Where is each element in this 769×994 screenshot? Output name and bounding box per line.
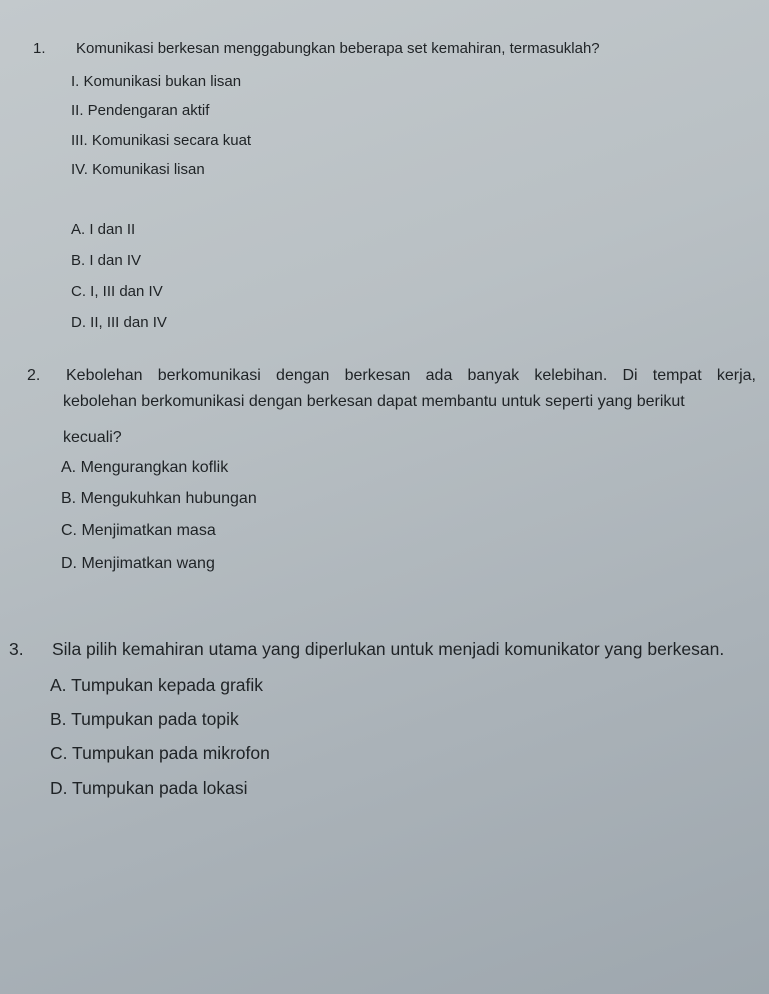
answer-option-d: D. Menjimatkan wang [61,555,215,572]
question-text-line: kebolehan berkomunikasi dengan berkesan dapat membantu untuk seperti yang berikut [63,393,685,410]
answer-option-a: A. Tumpukan kepada grafik [50,675,264,695]
answer-option-c: C. I, III dan IV [71,283,163,300]
answer-option-b: B. Mengukuhkan hubungan [61,490,257,507]
answer-option-c: C. Tumpukan pada mikrofon [50,743,270,763]
answer-option-a: A. I dan II [71,221,136,238]
question-text: Komunikasi berkesan menggabungkan beberapa set kemahiran, termasuklah? [76,40,600,57]
question-number: 1. [33,40,46,57]
answer-option-a: A. Mengurangkan koflik [61,459,229,476]
question-text-line: Kebolehan berkomunikasi dengan berkesan ada banyak kelebihan. Di tempat kerja, [66,367,756,384]
statement-item: I. Komunikasi bukan lisan [71,73,242,90]
question-text-line: kecuali? [63,429,122,446]
answer-option-d: D. II, III dan IV [71,314,167,331]
answer-option-c: C. Menjimatkan masa [61,522,216,539]
question-number: 3. [9,639,24,659]
answer-option-b: B. I dan IV [71,252,142,269]
statement-item: II. Pendengaran aktif [71,102,210,119]
question-number: 2. [27,367,41,384]
question-text: Sila pilih kemahiran utama yang diperlukan untuk menjadi komunikator yang berkesan. [52,639,725,659]
statement-item: IV. Komunikasi lisan [71,161,205,178]
answer-option-b: B. Tumpukan pada topik [50,709,239,729]
statement-item: III. Komunikasi secara kuat [71,132,252,149]
answer-option-d: D. Tumpukan pada lokasi [50,778,248,798]
